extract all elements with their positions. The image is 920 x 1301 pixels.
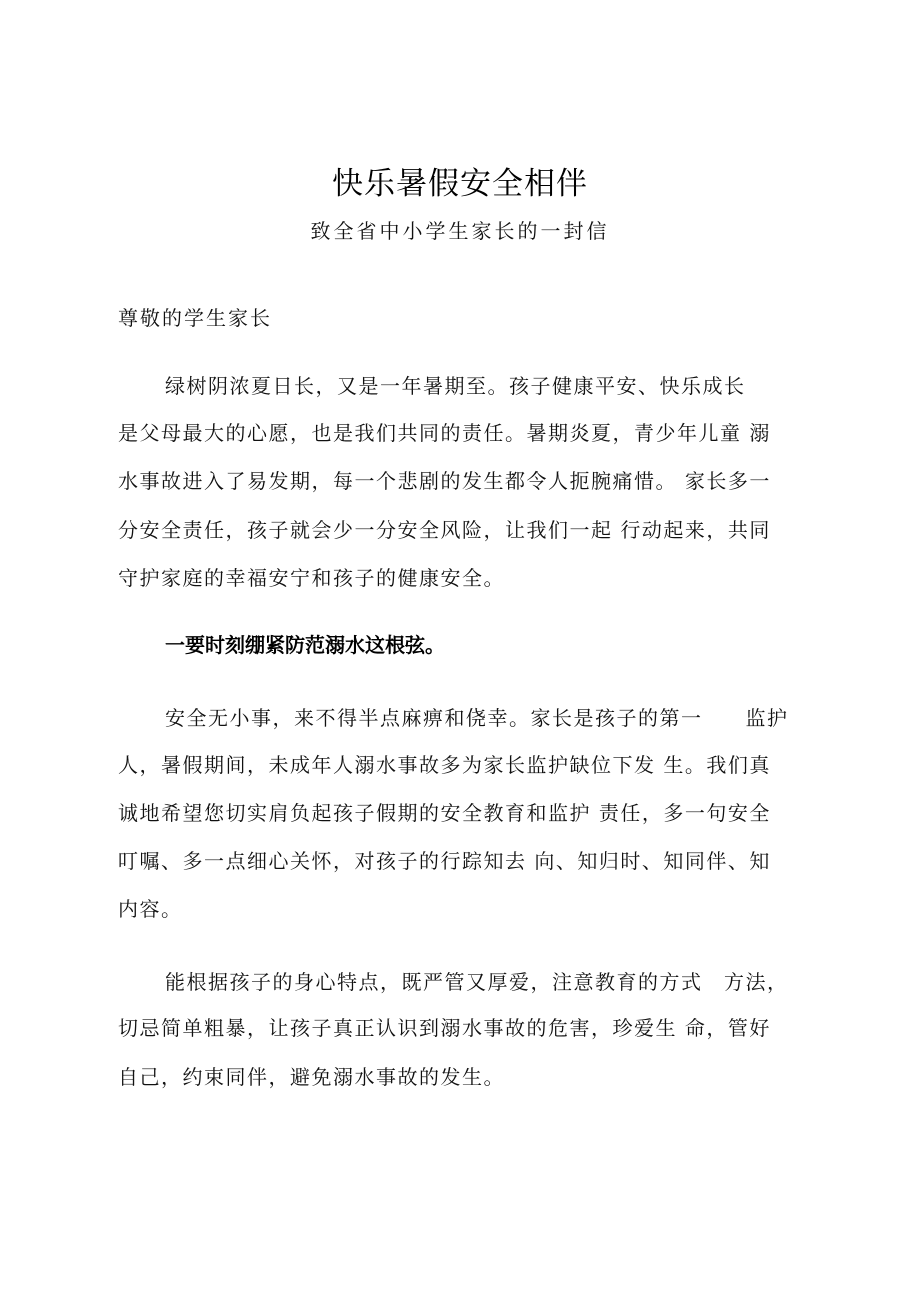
document-title: 快乐暑假安全相伴 — [332, 166, 588, 202]
paragraph-line: 能根据孩子的身心特点，既严管又厚爱，注意教育的方式 方法， — [165, 970, 789, 994]
paragraph-line: 诚地希望您切实肩负起孩子假期的安全教育和监护 责任，多一句安全 — [118, 801, 771, 825]
paragraph-line: 人，暑假期间，未成年人溺水事故多为家长监护缺位下发 生。我们真 — [118, 753, 771, 777]
salutation: 尊敬的学生家长 — [118, 306, 272, 330]
paragraph-line: 安全无小事，来不得半点麻痹和侥幸。家长是孩子的第一 监护 — [165, 706, 789, 730]
paragraph-line: 水事故进入了易发期，每一个悲剧的发生都令人扼腕痛惜。 家长多一 — [118, 469, 771, 493]
paragraph-line: 内容。 — [118, 897, 183, 921]
paragraph-line: 分安全责任，孩子就会少一分安全风险，让我们一起 行动起来，共同 — [118, 518, 771, 542]
paragraph-line: 切忌简单粗暴，让孩子真正认识到溺水事故的危害，珍爱生 命，管好 — [118, 1016, 771, 1040]
section-heading: 一要时刻绷紧防范溺水这根弦。 — [165, 633, 445, 657]
paragraph-line: 是父母最大的心愿，也是我们共同的责任。暑期炎夏，青少年儿童 溺 — [118, 421, 771, 445]
paragraph-line: 绿树阴浓夏日长，又是一年暑期至。孩子健康平安、快乐成长 — [165, 374, 746, 398]
paragraph-line: 自己，约束同伴，避免溺水事故的发生。 — [118, 1065, 505, 1089]
paragraph-line: 守护家庭的幸福安宁和孩子的健康安全。 — [118, 566, 505, 590]
document-subtitle: 致全省中小学生家长的一封信 — [310, 219, 610, 243]
paragraph-line: 叮嘱、多一点细心关怀，对孩子的行踪知去 向、知归时、知同伴、知 — [118, 849, 771, 873]
